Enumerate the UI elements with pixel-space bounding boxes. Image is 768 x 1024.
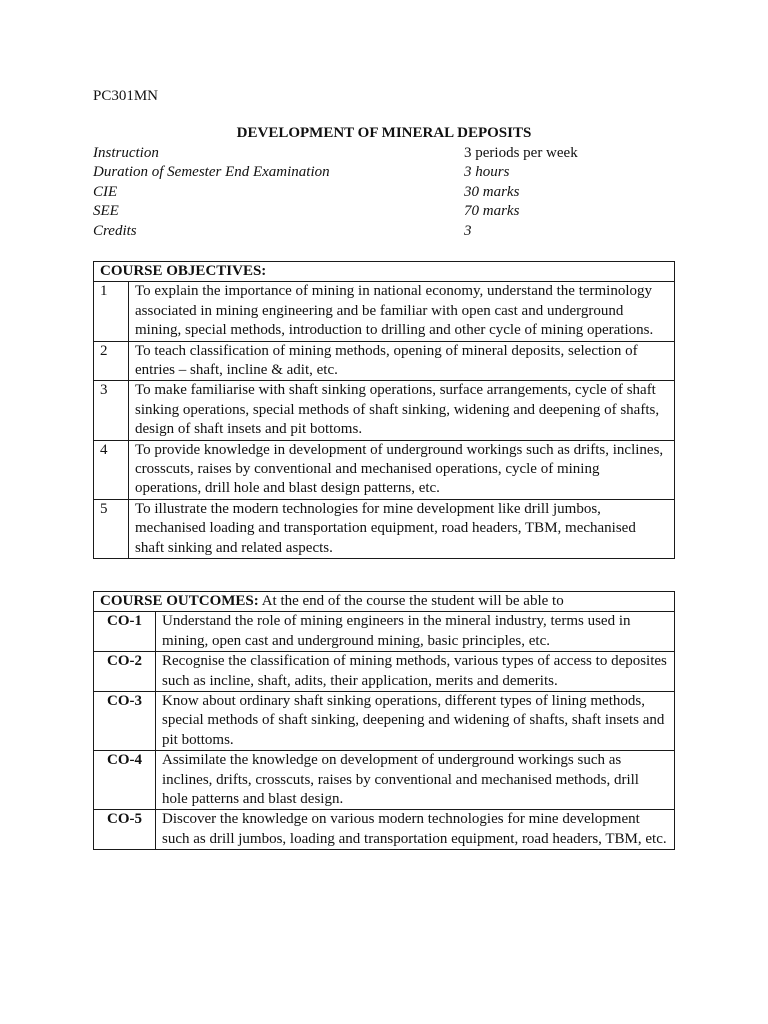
objective-text: To explain the importance of mining in national economy, understand the terminology associated in mining engineering and be familiar with open cast and underground mining, special methods, introduction to drilling and other cycle of mining operations. — [129, 282, 675, 341]
outcome-code: CO-4 — [94, 751, 156, 810]
course-objectives-table — [93, 261, 675, 559]
info-value: 3 periods per week — [464, 145, 578, 161]
table-row — [94, 751, 675, 810]
objective-number: 3 — [94, 381, 129, 440]
objective-text: To provide knowledge in development of underground workings such as drifts, inclines, crosscuts, raises by conventional and mechanised operations, cycle of mining operations, drill hole and blast design patterns, etc. — [129, 440, 675, 499]
outcome-code: CO-2 — [94, 652, 156, 692]
outcomes-header-text: At the end of the course the student will be able to — [258, 593, 564, 609]
table-row — [94, 612, 675, 652]
table-row — [94, 381, 675, 440]
table-row — [94, 499, 675, 558]
table-row — [94, 341, 675, 381]
info-label: Credits — [93, 222, 137, 239]
info-row-instruction — [93, 144, 675, 163]
outcome-text: Discover the knowledge on various modern technologies for mine development such as drill jumbos, loading and transportation equipment, road headers, TBM, etc. — [156, 810, 675, 850]
info-value: 30 marks — [464, 183, 520, 200]
outcome-code: CO-3 — [94, 692, 156, 751]
outcome-code: CO-1 — [94, 612, 156, 652]
objective-number: 4 — [94, 440, 129, 499]
info-row-duration — [93, 163, 675, 182]
info-label: CIE — [93, 183, 118, 200]
objective-text: To make familiarise with shaft sinking operations, surface arrangements, cycle of shaft sinking operations, special methods of shaft sinking, widening and deepening of shafts, design of shaft insets and pit bottoms. — [129, 381, 675, 440]
course-title: DEVELOPMENT OF MINERAL DEPOSITS — [236, 125, 532, 141]
outcome-text: Understand the role of mining engineers in the mineral industry, terms used in mining, open cast and underground mining, basic principles, etc. — [156, 612, 675, 652]
info-label: Duration of Semester End Examination — [93, 164, 330, 181]
table-row — [94, 810, 675, 850]
table-row — [94, 282, 675, 341]
objective-text: To illustrate the modern technologies for mine development like drill jumbos, mechanised loading and transportation equipment, road headers, TBM, mechanised shaft sinking and related aspects. — [129, 499, 675, 558]
outcome-text: Assimilate the knowledge on development of underground workings such as inclines, drifts, crosscuts, raises by conventional and mechanised methods, drill hole patterns and blast design. — [156, 751, 675, 810]
course-info — [93, 144, 675, 241]
objectives-header: COURSE OBJECTIVES: — [94, 262, 675, 282]
info-value: 3 hours — [464, 164, 510, 181]
info-value: 70 marks — [464, 203, 520, 220]
outcome-text: Recognise the classification of mining methods, various types of access to deposites such as incline, shaft, adits, their application, merits and demerits. — [156, 652, 675, 692]
info-label: Instruction — [93, 145, 159, 161]
outcome-text: Know about ordinary shaft sinking operations, different types of lining methods, special methods of shaft sinking, deepening and widening of shafts, shaft insets and pit bottoms. — [156, 692, 675, 751]
info-label: SEE — [93, 203, 119, 220]
outcome-code: CO-5 — [94, 810, 156, 850]
info-row-cie — [93, 183, 675, 202]
table-row — [94, 652, 675, 692]
outcomes-header — [94, 592, 675, 612]
objective-number: 5 — [94, 499, 129, 558]
course-outcomes-table — [93, 591, 675, 850]
course-code: PC301MN — [93, 88, 159, 104]
info-row-see — [93, 202, 675, 221]
objective-number: 1 — [94, 282, 129, 341]
objective-text: To teach classification of mining methods, opening of mineral deposits, selection of entries – shaft, incline & adit, etc. — [129, 341, 675, 381]
info-row-credits — [93, 222, 675, 241]
objective-number: 2 — [94, 341, 129, 381]
table-row — [94, 692, 675, 751]
info-value: 3 — [464, 222, 472, 239]
outcomes-header-title: COURSE OUTCOMES: — [100, 593, 259, 609]
table-row — [94, 440, 675, 499]
